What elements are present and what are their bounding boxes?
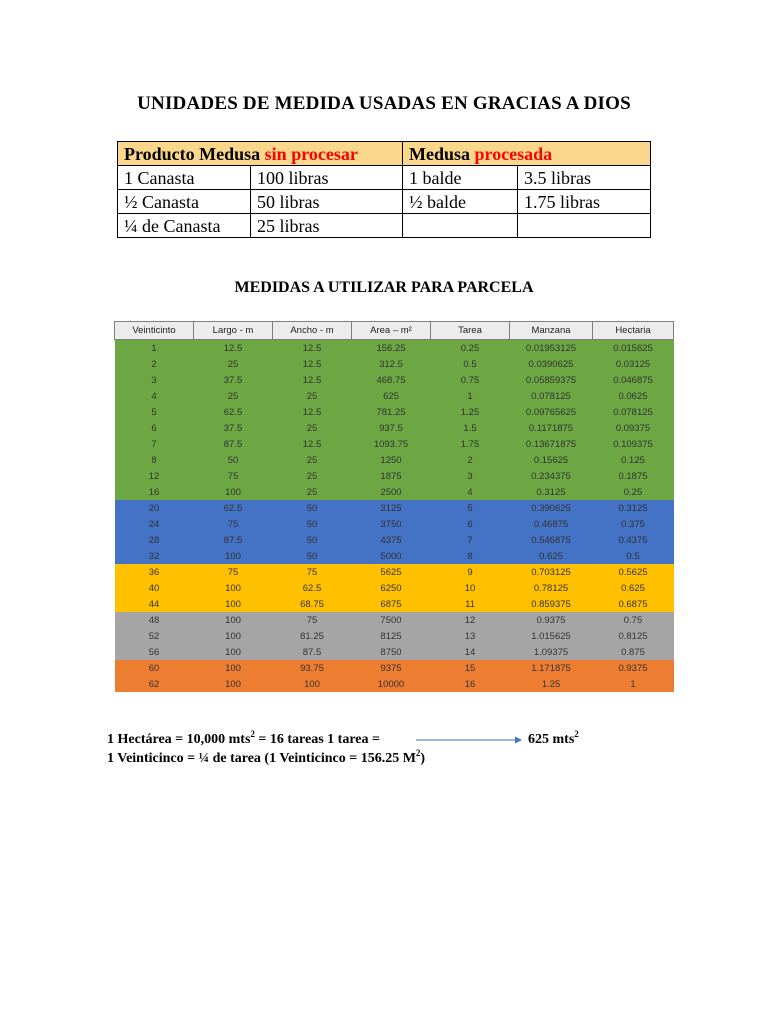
table-cell: 0.78125 [510,580,593,596]
table-cell: ½ balde [403,190,518,214]
table-cell: 0.1875 [593,468,674,484]
table-cell: 1.171875 [510,660,593,676]
table-cell [518,214,651,238]
table-cell: 0.75 [593,612,674,628]
table-cell: 75 [194,516,273,532]
table-cell: 100 [194,628,273,644]
table-cell: 12.5 [273,356,352,372]
footnote-hectare: 1 Hectárea = 10,000 mts$^2$ = 16 tareas 1 tarea = [107,729,380,747]
table-cell: 1 [593,676,674,692]
table-cell: 62.5 [194,404,273,420]
table-cell: 81.25 [273,628,352,644]
table-row [115,676,674,692]
table-cell: 12 [431,612,510,628]
table-cell: 12.5 [273,436,352,452]
table-cell: 4 [431,484,510,500]
table-cell: 0.859375 [510,596,593,612]
table-cell: 16 [115,484,194,500]
parcel-table-header [115,322,674,340]
table-row [115,356,674,372]
table-cell: 5625 [352,564,431,580]
table-cell: 2500 [352,484,431,500]
table-cell: 52 [115,628,194,644]
table-cell: 10000 [352,676,431,692]
table-cell: 37.5 [194,372,273,388]
table-cell: 0.875 [593,644,674,660]
table-cell: 25 [273,420,352,436]
table-row [115,612,674,628]
table-cell: 60 [115,660,194,676]
table-cell: 0.046875 [593,372,674,388]
table-row [115,580,674,596]
table-cell: 0.078125 [593,404,674,420]
table-cell: 937.5 [352,420,431,436]
table-cell: 4375 [352,532,431,548]
table-row [115,388,674,404]
table-cell: 3 [431,468,510,484]
table-row [115,340,674,357]
table-row [115,484,674,500]
table-cell: 14 [431,644,510,660]
table-cell: 9 [431,564,510,580]
table-cell: 5000 [352,548,431,564]
table-cell: 4 [115,388,194,404]
table-cell: 312.5 [352,356,431,372]
table-cell: 0.8125 [593,628,674,644]
table-cell: 3750 [352,516,431,532]
table-cell: 100 [194,660,273,676]
table-cell: 1 [115,340,194,357]
column-header: Manzana [510,322,593,340]
table-cell: 1250 [352,452,431,468]
table-cell: 50 [273,548,352,564]
table-cell: 25 [194,356,273,372]
table-cell: 2 [115,356,194,372]
table-cell: 12 [115,468,194,484]
table-cell: 100 [194,596,273,612]
table-cell: 156.25 [352,340,431,357]
table-cell: 8 [115,452,194,468]
table-cell: 0.078125 [510,388,593,404]
table-cell: 24 [115,516,194,532]
table-cell: 3.5 libras [518,166,651,190]
table-cell: 12.5 [194,340,273,357]
table-cell: 10 [431,580,510,596]
parcel-table [114,321,674,692]
table-cell: ½ Canasta [118,190,251,214]
table-cell: 6 [431,516,510,532]
table-row [115,372,674,388]
header-unprocessed: Producto Medusa sin procesar [118,142,403,166]
table-cell: 12.5 [273,372,352,388]
table-cell: 0.9375 [593,660,674,676]
table-cell: 1093.75 [352,436,431,452]
table-cell: 7 [431,532,510,548]
table-cell: 468.75 [352,372,431,388]
table-cell: 1 Canasta [118,166,251,190]
table-cell: 1.75 libras [518,190,651,214]
table-cell: 25 [273,484,352,500]
table-cell: 50 [273,516,352,532]
table-cell: 3 [115,372,194,388]
table-row [115,516,674,532]
table-cell: 0.03125 [593,356,674,372]
table-row [115,500,674,516]
table-cell: 1.015625 [510,628,593,644]
table-row [115,644,674,660]
table-cell: 3125 [352,500,431,516]
table-cell: 0.05859375 [510,372,593,388]
table-cell: 6 [115,420,194,436]
table-cell: 625 [352,388,431,404]
table-cell: 100 [273,676,352,692]
table-row [115,468,674,484]
table-cell: 16 [431,676,510,692]
table-cell: 0.15625 [510,452,593,468]
table-cell: 0.375 [593,516,674,532]
table-cell: 1.25 [431,404,510,420]
table-cell: 5 [115,404,194,420]
table-cell: 20 [115,500,194,516]
table-cell: 0.0390625 [510,356,593,372]
table-row [118,166,651,190]
table-cell: 48 [115,612,194,628]
table-cell: 5 [431,500,510,516]
table-row [118,190,651,214]
table-cell: 0.25 [431,340,510,357]
document-title: UNIDADES DE MEDIDA USADAS EN GRACIAS A DIOS [137,93,631,114]
parcel-subtitle: MEDIDAS A UTILIZAR PARA PARCELA [234,279,534,296]
table-cell: 68.75 [273,596,352,612]
table-cell: 0.3125 [593,500,674,516]
table-cell: 8 [431,548,510,564]
table-cell: 87.5 [273,644,352,660]
table-cell: 8125 [352,628,431,644]
table-row [115,596,674,612]
table-row [115,660,674,676]
table-cell: 1875 [352,468,431,484]
table-cell: 12.5 [273,340,352,357]
table-cell: 36 [115,564,194,580]
table-cell: 12.5 [273,404,352,420]
table-row [115,548,674,564]
table-cell: 0.5 [593,548,674,564]
table-cell: 0.015625 [593,340,674,357]
table-cell: 1 balde [403,166,518,190]
table-cell: 25 [194,388,273,404]
table-cell: 0.390625 [510,500,593,516]
column-header: Ancho - m [273,322,352,340]
table-cell: 62 [115,676,194,692]
table-cell: 0.5625 [593,564,674,580]
table-cell: 7 [115,436,194,452]
table-cell: 100 [194,580,273,596]
table-cell: 0.625 [510,548,593,564]
table-cell: 1.09375 [510,644,593,660]
table-row [115,532,674,548]
column-header: Veinticinto [115,322,194,340]
table-cell: 0.09765625 [510,404,593,420]
table-cell: 13 [431,628,510,644]
header-processed: Medusa procesada [403,142,651,166]
table-cell: 0.4375 [593,532,674,548]
table-cell: 15 [431,660,510,676]
column-header: Tarea [431,322,510,340]
table-cell: 25 [273,452,352,468]
table-cell: 100 [194,484,273,500]
table-cell: 40 [115,580,194,596]
table-cell: 100 [194,548,273,564]
table-cell: 75 [273,564,352,580]
table-cell: 7500 [352,612,431,628]
footnote-veinticinco: 1 Veinticinco = ¼ de tarea (1 Veinticinco = 156.25 $M^2$) [107,748,426,766]
table-cell: 50 [273,532,352,548]
table-cell: 100 libras [251,166,403,190]
table-cell: 6250 [352,580,431,596]
table-cell: 62.5 [194,500,273,516]
table-cell: 1.25 [510,676,593,692]
table-cell: 1.5 [431,420,510,436]
column-header: Area – m² [352,322,431,340]
table-row [115,436,674,452]
table-cell: 62.5 [273,580,352,596]
table-cell: 1 [431,388,510,404]
table-cell: ¼ de Canasta [118,214,251,238]
table-cell: 75 [194,564,273,580]
table-cell: 0.75 [431,372,510,388]
table-cell: 1.75 [431,436,510,452]
table-row [115,420,674,436]
table-cell: 0.625 [593,580,674,596]
table-cell: 87.5 [194,436,273,452]
table-cell: 8750 [352,644,431,660]
table-cell: 781.25 [352,404,431,420]
table-cell: 0.1171875 [510,420,593,436]
footnote-tarea-value: 625 mts$^2$ [528,729,579,747]
table-cell: 50 libras [251,190,403,214]
product-table-header [118,142,651,166]
table-cell: 11 [431,596,510,612]
table-cell: 9375 [352,660,431,676]
table-cell: 87.5 [194,532,273,548]
table-cell: 75 [194,468,273,484]
table-cell: 0.25 [593,484,674,500]
table-cell: 100 [194,676,273,692]
table-row [115,628,674,644]
table-cell: 50 [273,500,352,516]
table-cell: 6875 [352,596,431,612]
table-cell: 44 [115,596,194,612]
table-cell: 0.01953125 [510,340,593,357]
table-row [115,452,674,468]
table-cell: 25 [273,388,352,404]
table-cell: 25 [273,468,352,484]
table-cell: 0.703125 [510,564,593,580]
table-cell: 0.546875 [510,532,593,548]
table-row [118,214,651,238]
table-cell: 100 [194,612,273,628]
table-cell: 56 [115,644,194,660]
table-cell: 0.125 [593,452,674,468]
table-cell: 50 [194,452,273,468]
table-cell: 25 libras [251,214,403,238]
table-cell: 0.234375 [510,468,593,484]
table-cell: 0.109375 [593,436,674,452]
table-row [115,564,674,580]
parcel-table-body [115,340,674,693]
arrow-right-icon [416,736,522,744]
column-header: Hectaria [593,322,674,340]
table-cell: 0.13671875 [510,436,593,452]
table-cell: 0.0625 [593,388,674,404]
table-cell: 0.5 [431,356,510,372]
table-cell: 0.3125 [510,484,593,500]
table-cell: 100 [194,644,273,660]
table-cell: 37.5 [194,420,273,436]
table-cell: 0.6875 [593,596,674,612]
table-row [115,404,674,420]
product-table [117,141,651,238]
table-cell [403,214,518,238]
table-cell: 32 [115,548,194,564]
table-cell: 75 [273,612,352,628]
table-cell: 2 [431,452,510,468]
table-cell: 0.9375 [510,612,593,628]
table-cell: 93.75 [273,660,352,676]
column-header: Largo - m [194,322,273,340]
table-cell: 0.46875 [510,516,593,532]
table-cell: 0.09375 [593,420,674,436]
table-cell: 28 [115,532,194,548]
